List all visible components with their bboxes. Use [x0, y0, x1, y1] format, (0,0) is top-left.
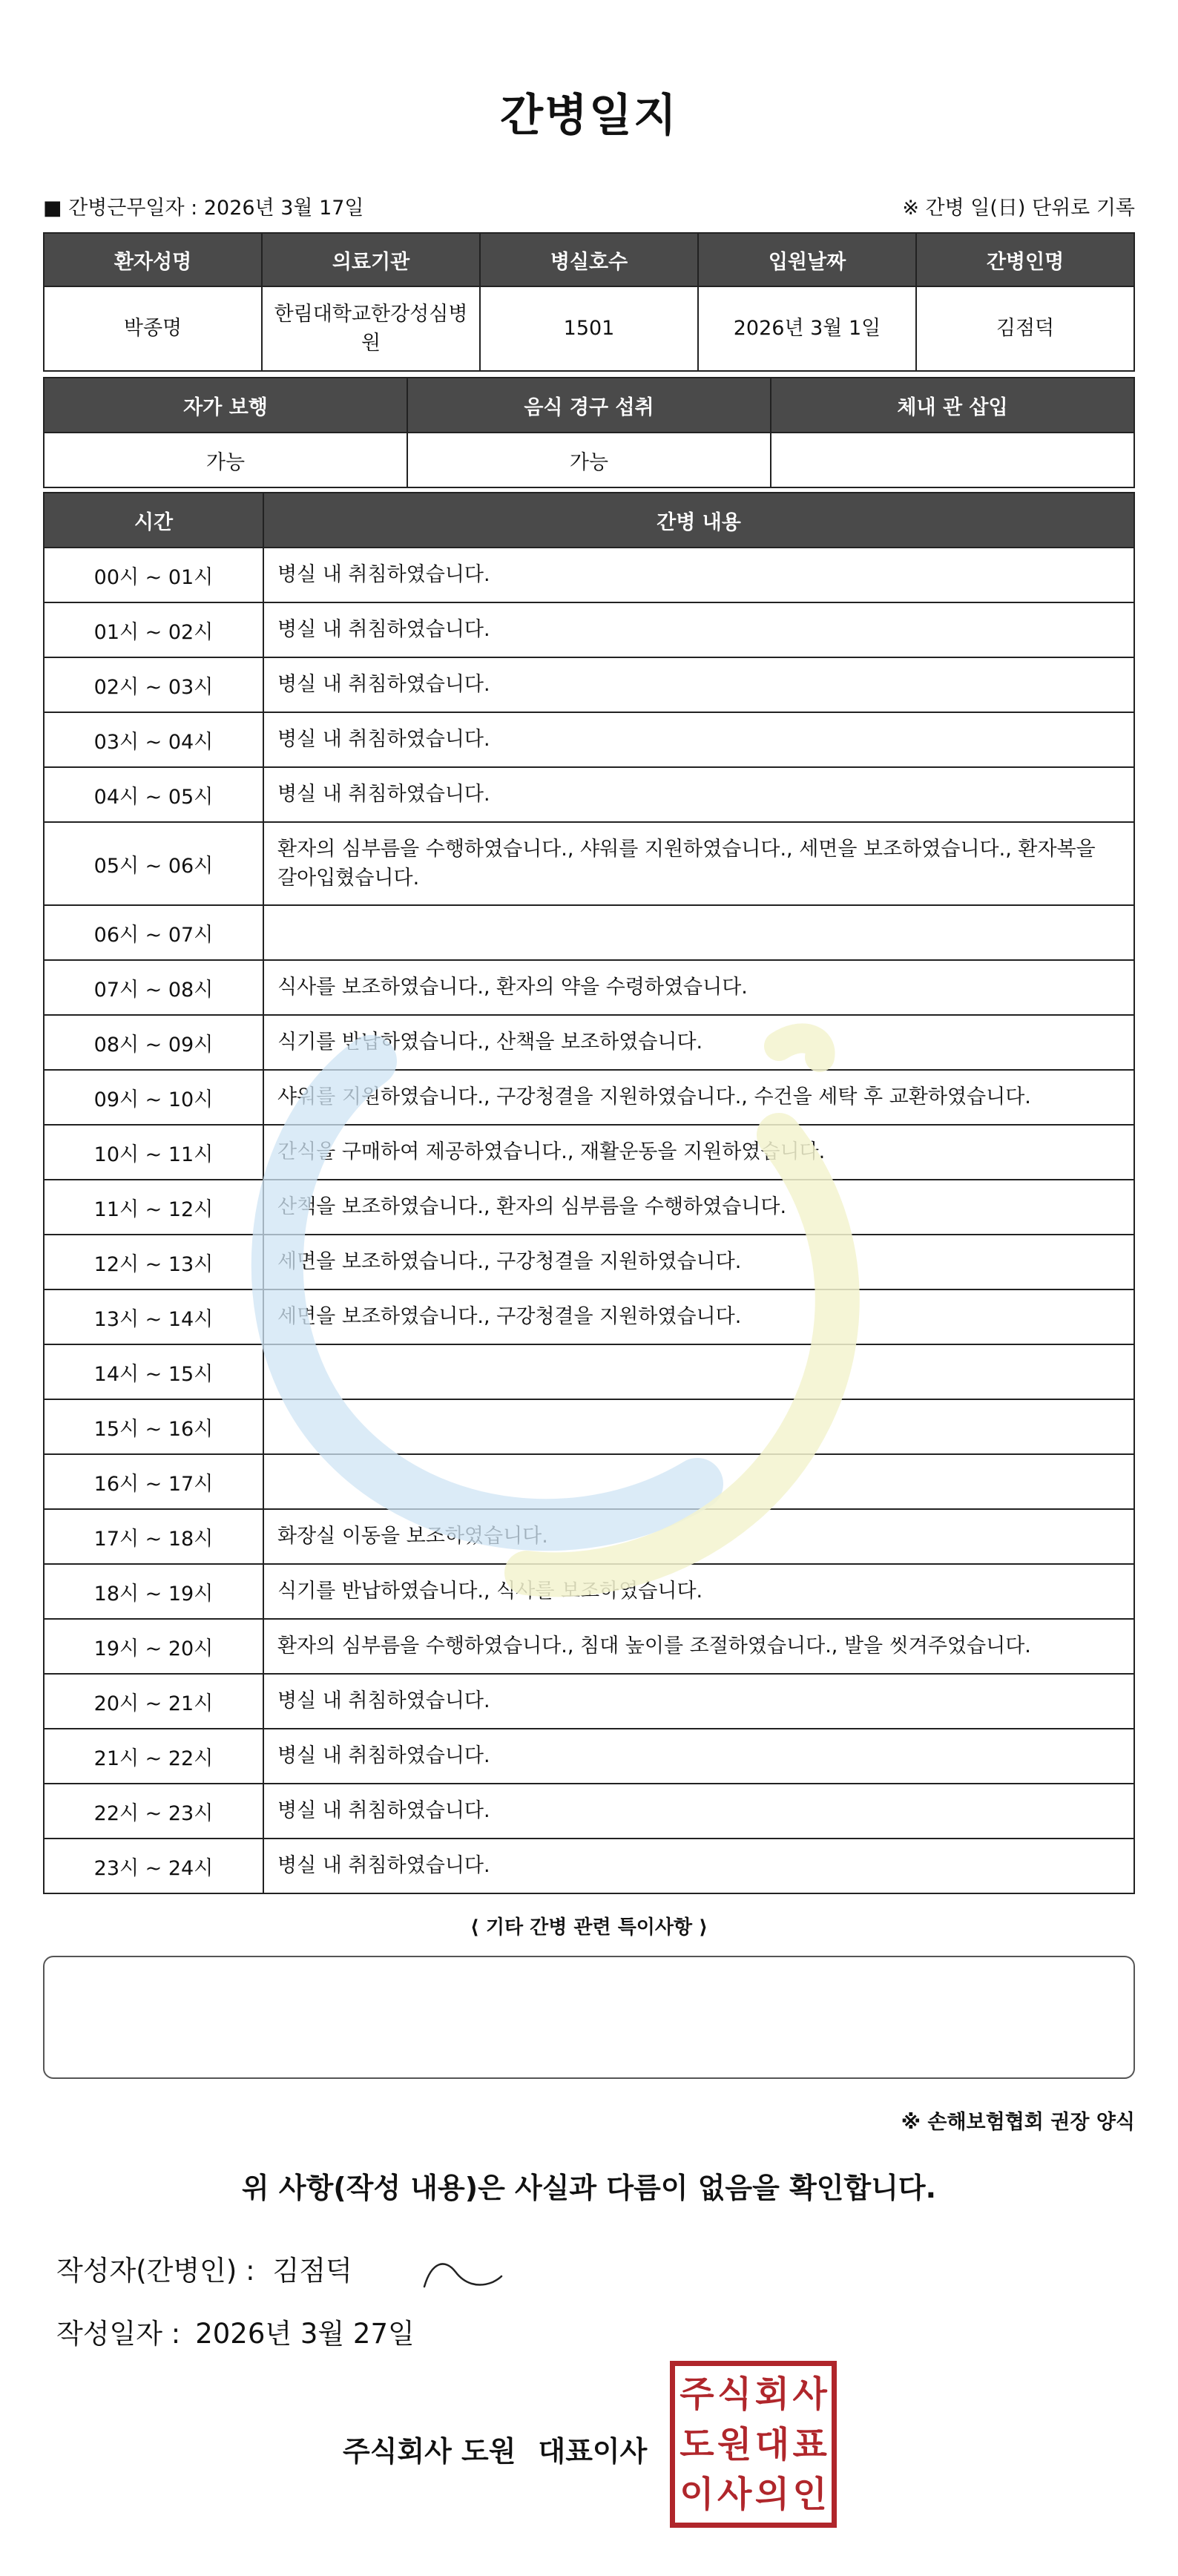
care-log-body	[44, 548, 1134, 1893]
work-date-value: 2026년 3월 17일	[203, 197, 364, 220]
care-log-time: 09시 ~ 10시	[44, 1070, 263, 1125]
care-log-content: 환자의 심부름을 수행하였습니다., 샤워를 지원하였습니다., 세면을 보조하였습니다., 환자복을 갈아입혔습니다.	[263, 822, 1134, 905]
header-hospital: 의료기관	[262, 233, 480, 286]
company-name: 주식회사 도원	[343, 2435, 516, 2468]
company-line	[343, 2428, 647, 2469]
header-tube-insertion: 체내 관 삽입	[771, 378, 1134, 433]
company-seal-stamp	[670, 2361, 837, 2528]
seal-character: 식	[717, 2373, 752, 2415]
care-log-row	[44, 1454, 1134, 1509]
care-log-content: 병실 내 취침하였습니다.	[263, 712, 1134, 767]
care-log-content: 병실 내 취침하였습니다.	[263, 602, 1134, 657]
header-care-content: 간병 내용	[263, 493, 1134, 548]
care-log-content: 식사를 보조하였습니다., 환자의 약을 수령하였습니다.	[263, 960, 1134, 1015]
written-date-label: 작성일자 :	[56, 2318, 181, 2350]
care-log-content	[263, 905, 1134, 960]
care-log-content: 병실 내 취침하였습니다.	[263, 657, 1134, 712]
care-log-row	[44, 1784, 1134, 1839]
confirmation-statement: 위 사항(작성 내용)은 사실과 다름이 없음을 확인합니다.	[241, 2172, 937, 2204]
care-log-content: 세면을 보조하였습니다., 구강청결을 지원하였습니다.	[263, 1235, 1134, 1289]
care-log-row	[44, 822, 1134, 905]
care-log-content: 샤워를 지원하였습니다., 구강청결을 지원하였습니다., 수건을 세탁 후 교환하였습니다.	[263, 1070, 1134, 1125]
patient-info-table	[43, 232, 1135, 372]
writer-label: 작성자(간병인) :	[56, 2255, 255, 2287]
care-log-time: 21시 ~ 22시	[44, 1729, 263, 1784]
hospital-name: 한림대학교한강성심병원	[262, 286, 480, 371]
care-log-row	[44, 602, 1134, 657]
care-log-content: 화장실 이동을 보조하였습니다.	[263, 1509, 1134, 1564]
care-log-row	[44, 1015, 1134, 1070]
care-log-time: 04시 ~ 05시	[44, 767, 263, 822]
daily-record-note: ※ 간병 일(日) 단위로 기록	[902, 197, 1135, 220]
care-log-time: 02시 ~ 03시	[44, 657, 263, 712]
care-log-time: 11시 ~ 12시	[44, 1180, 263, 1235]
patient-name: 박종명	[44, 286, 262, 371]
special-notes-box	[43, 1956, 1135, 2079]
care-log-time: 14시 ~ 15시	[44, 1344, 263, 1399]
care-log-row	[44, 1729, 1134, 1784]
care-log-time: 19시 ~ 20시	[44, 1619, 263, 1674]
care-log-row	[44, 1125, 1134, 1180]
care-log-row	[44, 1509, 1134, 1564]
care-log-content: 병실 내 취침하였습니다.	[263, 767, 1134, 822]
care-log-content: 세면을 보조하였습니다., 구강청결을 지원하였습니다.	[263, 1289, 1134, 1344]
care-log-row	[44, 1180, 1134, 1235]
seal-character: 회	[754, 2373, 790, 2415]
care-log-time: 05시 ~ 06시	[44, 822, 263, 905]
care-log-time: 10시 ~ 11시	[44, 1125, 263, 1180]
seal-character: 이	[680, 2474, 714, 2515]
seal-character: 대	[754, 2423, 790, 2465]
recommendation-note: ※ 손해보험협회 권장 양식	[901, 2111, 1135, 2134]
oral-intake-value: 가능	[407, 433, 771, 487]
care-log-time: 06시 ~ 07시	[44, 905, 263, 960]
care-log-header-row	[44, 493, 1134, 548]
care-log-row	[44, 905, 1134, 960]
work-date-label: ■ 간병근무일자 :	[43, 197, 204, 220]
writer-name: 김점덕	[272, 2255, 352, 2287]
seal-row-3	[678, 2471, 829, 2518]
care-log-time: 16시 ~ 17시	[44, 1454, 263, 1509]
care-log-time: 03시 ~ 04시	[44, 712, 263, 767]
care-log-content: 병실 내 취침하였습니다.	[263, 1729, 1134, 1784]
room-number: 1501	[480, 286, 698, 371]
care-log-content	[263, 1454, 1134, 1509]
care-log-row	[44, 1235, 1134, 1289]
self-walking-value: 가능	[44, 433, 407, 487]
care-log-row	[44, 548, 1134, 602]
written-date-line	[56, 2311, 415, 2351]
care-log-table	[43, 492, 1135, 1894]
care-log-content: 병실 내 취침하였습니다.	[263, 1839, 1134, 1893]
care-log-row	[44, 1839, 1134, 1893]
tube-insertion-value	[771, 433, 1134, 487]
care-log-row	[44, 1619, 1134, 1674]
care-log-time: 17시 ~ 18시	[44, 1509, 263, 1564]
care-log-row	[44, 960, 1134, 1015]
seal-character: 표	[792, 2423, 827, 2465]
care-log-content: 병실 내 취침하였습니다.	[263, 1674, 1134, 1729]
writer-line	[56, 2248, 352, 2288]
care-log-row	[44, 1399, 1134, 1454]
care-log-row	[44, 1564, 1134, 1619]
header-room-number: 병실호수	[480, 233, 698, 286]
care-log-content: 간식을 구매하여 제공하였습니다., 재활운동을 지원하였습니다.	[263, 1125, 1134, 1180]
seal-row-1	[678, 2370, 829, 2418]
header-caregiver-name: 간병인명	[916, 233, 1134, 286]
care-log-time: 20시 ~ 21시	[44, 1674, 263, 1729]
page-title: 간병일지	[500, 90, 678, 142]
seal-character: 도	[680, 2423, 714, 2465]
care-log-content	[263, 1399, 1134, 1454]
caregiver-name: 김점덕	[916, 286, 1134, 371]
seal-character: 사	[792, 2373, 827, 2415]
header-patient-name: 환자성명	[44, 233, 262, 286]
care-log-time: 12시 ~ 13시	[44, 1235, 263, 1289]
care-log-row	[44, 1674, 1134, 1729]
header-admission-date: 입원날짜	[698, 233, 916, 286]
care-log-row	[44, 1344, 1134, 1399]
care-log-time: 01시 ~ 02시	[44, 602, 263, 657]
care-log-time: 22시 ~ 23시	[44, 1784, 263, 1839]
patient-info-header-row	[44, 233, 1134, 286]
care-log-time: 23시 ~ 24시	[44, 1839, 263, 1893]
seal-character: 의	[754, 2474, 790, 2515]
care-log-content	[263, 1344, 1134, 1399]
status-value-row	[44, 433, 1134, 487]
care-log-time: 15시 ~ 16시	[44, 1399, 263, 1454]
patient-status-table	[43, 377, 1135, 488]
seal-character: 원	[717, 2423, 752, 2465]
care-log-time: 13시 ~ 14시	[44, 1289, 263, 1344]
written-date-value: 2026년 3월 27일	[195, 2318, 415, 2350]
seal-character: 사	[717, 2474, 752, 2515]
seal-character: 주	[680, 2373, 714, 2415]
seal-character: 인	[792, 2474, 827, 2515]
care-log-content: 환자의 심부름을 수행하였습니다., 침대 높이를 조절하였습니다., 발을 씻겨주었습니다.	[263, 1619, 1134, 1674]
work-date	[43, 191, 364, 220]
care-log-time: 18시 ~ 19시	[44, 1564, 263, 1619]
care-log-time: 08시 ~ 09시	[44, 1015, 263, 1070]
care-log-content: 병실 내 취침하였습니다.	[263, 1784, 1134, 1839]
care-log-row	[44, 1070, 1134, 1125]
header-oral-intake: 음식 경구 섭취	[407, 378, 771, 433]
admission-date: 2026년 3월 1일	[698, 286, 916, 371]
care-log-time: 00시 ~ 01시	[44, 548, 263, 602]
care-log-content: 병실 내 취침하였습니다.	[263, 548, 1134, 602]
care-log-content: 식기를 반납하였습니다., 산책을 보조하였습니다.	[263, 1015, 1134, 1070]
care-log-time: 07시 ~ 08시	[44, 960, 263, 1015]
care-log-row	[44, 657, 1134, 712]
signature-icon	[421, 2255, 503, 2293]
care-log-content: 산책을 보조하였습니다., 환자의 심부름을 수행하였습니다.	[263, 1180, 1134, 1235]
care-log-row	[44, 767, 1134, 822]
status-header-row	[44, 378, 1134, 433]
care-log-row	[44, 1289, 1134, 1344]
header-self-walking: 자가 보행	[44, 378, 407, 433]
seal-row-2	[678, 2421, 829, 2468]
care-log-content: 식기를 반납하였습니다., 식사를 보조하였습니다.	[263, 1564, 1134, 1619]
care-log-row	[44, 712, 1134, 767]
header-time: 시간	[44, 493, 263, 548]
representative-title: 대표이사	[538, 2435, 648, 2468]
notes-title: ⟨ 기타 간병 관련 특이사항 ⟩	[470, 1916, 708, 1939]
patient-info-value-row	[44, 286, 1134, 371]
